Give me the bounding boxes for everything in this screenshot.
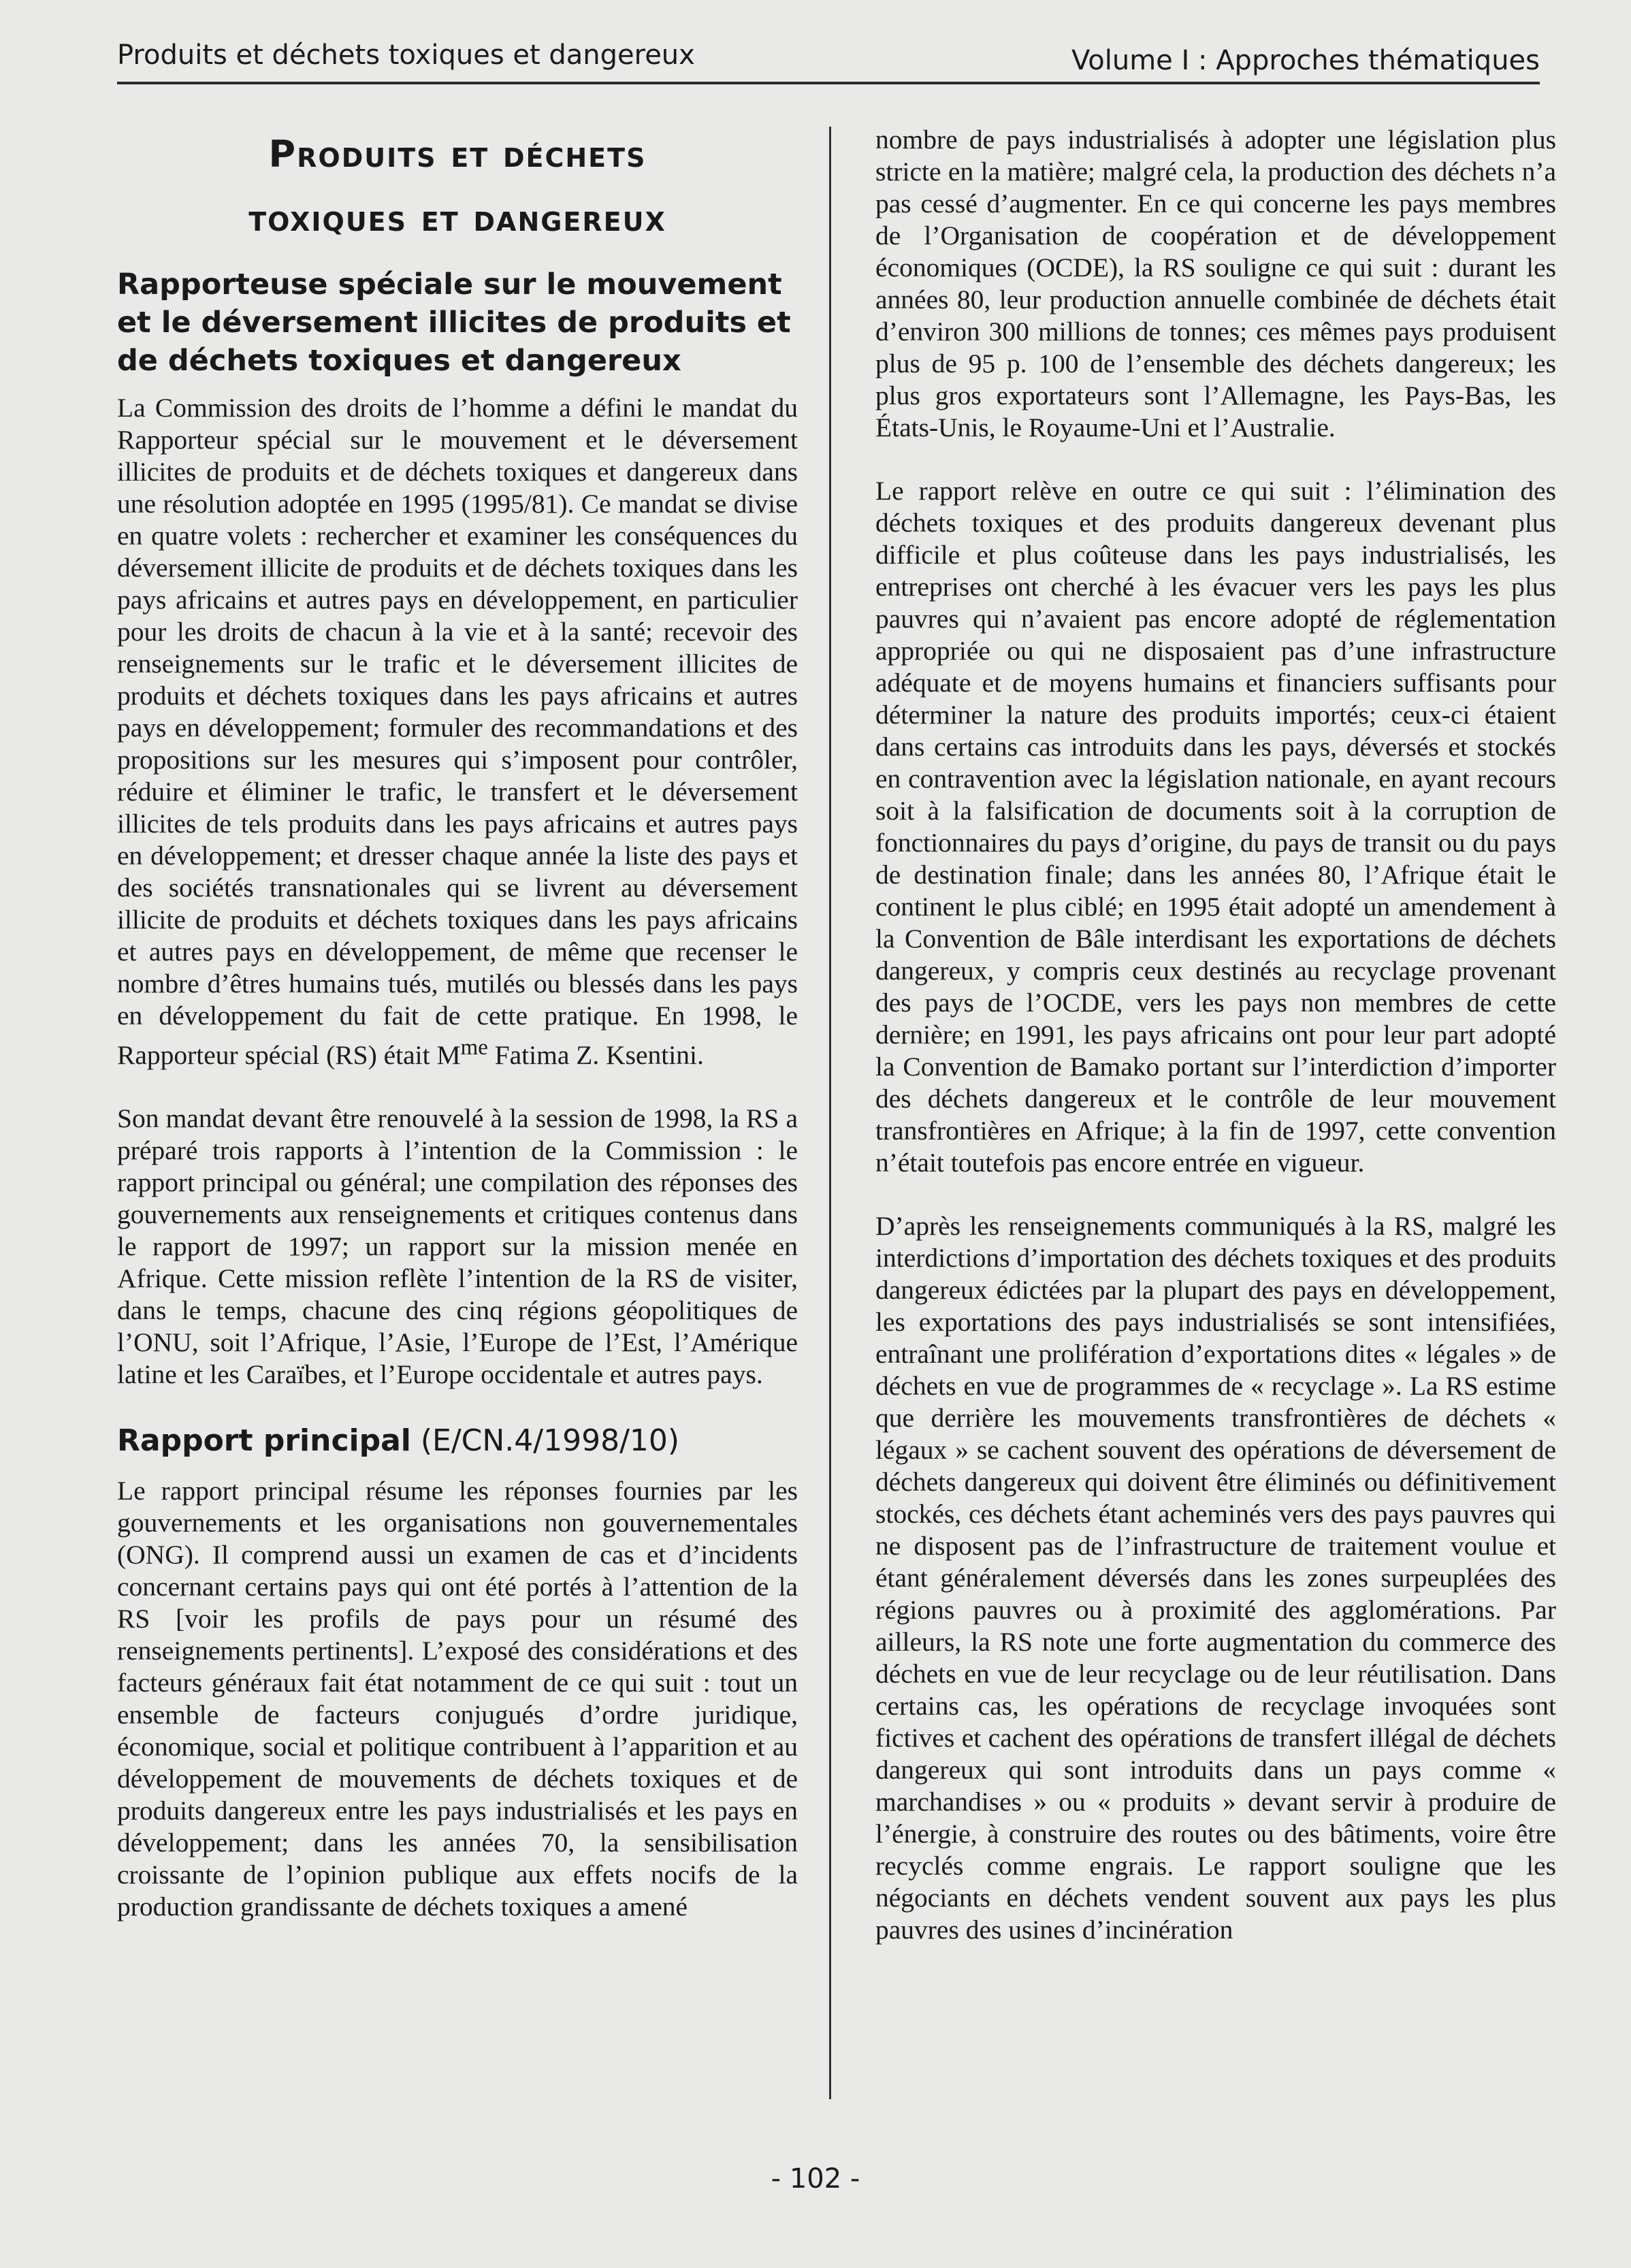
paragraph-mandate xyxy=(117,392,798,1071)
header-left-title: Produits et déchets toxiques et dangereux xyxy=(117,39,695,71)
title-line-1: Produits et déchets xyxy=(268,133,647,176)
section-heading-reference: (E/CN.4/1998/10) xyxy=(410,1423,680,1459)
paragraph-mandate-text: La Commission des droits de l’homme a défini le mandat du Rapporteur spécial sur le mouvement et le déversement illicites de produits et de déchets toxiques et dangereux dans une résolution adoptée en 1995 (1995/81). Ce mandat se divise en quatre volets : rechercher et examiner les conséquences du déversement illicite de produits et de déchets toxiques dans les pays africains et autres pays en développement, en particulier pour les droits de chacun à la vie et à la santé; recevoir des renseignements sur le trafic et le déversement illicites de produits et déchets toxiques dans les pays africains et autres pays en développement; formuler des recommandations et des propositions sur les mesures qui s’imposent pour contrôler, réduire et éliminer le trafic, le transfert et le déversement illicites de tels produits dans les pays africains et autres pays en développement; et dresser chaque année la liste des pays et des sociétés transnationales qui se livrent au déversement illicite de produits et déchets toxiques dans les pays africains et autres pays en développement, de même que recenser le nombre d’êtres humains tués, mutilés ou blessés dans les pays en développement du fait de cette pratique. En 1998, le Rapporteur spécial (RS) était M xyxy=(117,393,798,1071)
paragraph-mandate-end: Fatima Z. Ksentini. xyxy=(487,1040,704,1071)
page-number: - 102 - xyxy=(771,2163,860,2194)
paragraph-information: D’après les renseignements communiqués à la RS, malgré les interdictions d’importation des déchets toxiques et des produits dangereux édictées par la plupart des pays en développement, les exportations des pays industrialisés se sont intensifiées, entraînant une prolifération d’exportations dites « légales » de déchets en vue de programmes de « recyclage ». La RS estime que derrière les mouvements transfrontières de déchets « légaux » se cachent souvent des opérations de déversement de déchets dangereux qui doivent être éliminés ou définitivement stockés, ces déchets étant acheminés vers des pays pauvres qui ne disposent pas de l’infrastructure de traitement voulue et étant généralement déversés dans les zones surpeuplées des régions pauvres ou à proximité des agglomérations. Par ailleurs, la RS note une forte augmentation du commerce des déchets en vue de leur recyclage ou de leur réutilisation. Dans certains cas, les opérations de recyclage invoquées sont fictives et cachent des opérations de transfert illégal de déchets dangereux qui sont introduits dans un pays comme « marchandises » ou « produits » devant servir à produire de l’énergie, à construire des routes ou des bâtiments, voire être recyclés comme engrais. Le rapport souligne que les négociants en déchets vendent souvent aux pays les plus pauvres des usines d’incinération xyxy=(875,1211,1556,1945)
paragraph-reports: Son mandat devant être renouvelé à la session de 1998, la RS a préparé trois rapports à l’intention de la Commission : le rapport principal ou général; une compilation des réponses des gouvernements aux renseignements et critiques contenus dans le rapport de 1997; un rapport sur la mission menée en Afrique. Cette mission reflète l’intention de la RS de visiter, dans le temps, chacune des cinq régions géopolitiques de l’ONU, soit l’Afrique, l’Asie, l’Europe de l’Est, l’Amérique latine et les Caraïbes, et l’Europe occidentale et autres pays. xyxy=(117,1103,798,1390)
paragraph-main-report: Le rapport principal résume les réponses fournies par les gouvernements et les organisations non gouvernementales (ONG). Il comprend aussi un examen de cas et d’incidents concernant certains pays qui ont été portés à l’attention de la RS [voir les profils de pays pour un résumé des renseignements pertinents]. L’exposé des considérations et des facteurs généraux fait état notamment de ce qui suit : tout un ensemble de facteurs conjugués d’ordre juridique, économique, social et politique contribuent à l’apparition et au développement de mouvements de déchets toxiques et de produits dangereux entre les pays industrialisés et les pays en développement; dans les années 70, la sensibilisation croissante de l’opinion publique aux effets nocifs de la production grandissante de déchets toxiques a amené xyxy=(117,1476,798,1922)
left-column xyxy=(117,123,798,1954)
header-right-volume: Volume I : Approches thématiques xyxy=(1071,45,1540,76)
page-title xyxy=(117,123,798,250)
superscript-me: me xyxy=(460,1035,488,1060)
paragraph-oecd: nombre de pays industrialisés à adopter une législation plus stricte en la matière; malgré cela, la production des déchets n’a pas cessé d’augmenter. En ce qui concerne les pays membres de l’Organisation de coopération et de développement économiques (OCDE), la RS souligne ce qui suit : durant les années 80, leur production annuelle combinée de déchets était d’environ 300 millions de tonnes; ces mêmes pays produisent plus de 95 p. 100 de l’ensemble des déchets dangereux; les plus gros exportateurs sont l’Allemagne, les Pays-Bas, les États-Unis, le Royaume-Uni et l’Australie. xyxy=(875,125,1556,442)
title-line-2: toxiques et dangereux xyxy=(248,197,666,240)
column-divider xyxy=(829,127,831,2099)
paragraph-report-notes: Le rapport relève en outre ce qui suit : l’élimination des déchets toxiques et des produits dangereux devenant plus difficile et plus coûteuse dans les pays industrialisés, les entreprises ont cherché à les évacuer vers les pays les plus pauvres qui n’avaient pas encore adopté de réglementation appropriée ou qui ne disposaient pas d’une infrastructure adéquate et de moyens humains et financiers suffisants pour déterminer la nature des produits importés; ceux-ci étaient dans certains cas introduits dans les pays, déversés et stockés en contravention avec la législation nationale, en ayant recours soit à la falsification de documents soit à la corruption de fonctionnaires du pays d’origine, du pays de transit ou du pays de destination finale; dans les années 80, l’Afrique était le continent le plus ciblé; en 1995 était adopté un amendement à la Convention de Bâle interdisant les exportations de déchets dangereux, y compris ceux destinés au recyclage provenant des pays de l’OCDE, vers les pays non membres de cette dernière; en 1991, les pays africains ont pour leur part adopté la Convention de Bamako portant sur l’interdiction d’importer des déchets dangereux et le contrôle de leur mouvement transfrontières en Afrique; à la fin de 1997, cette convention n’était toutefois pas encore entrée en vigueur. xyxy=(875,476,1556,1178)
page-subtitle: Rapporteuse spéciale sur le mouvement et le déversement illicites de produits et de déchets toxiques et dangereux xyxy=(117,268,791,378)
section-heading xyxy=(117,1422,798,1460)
running-header xyxy=(117,37,1540,84)
right-column xyxy=(875,124,1556,1977)
section-heading-title: Rapport principal xyxy=(117,1423,411,1459)
